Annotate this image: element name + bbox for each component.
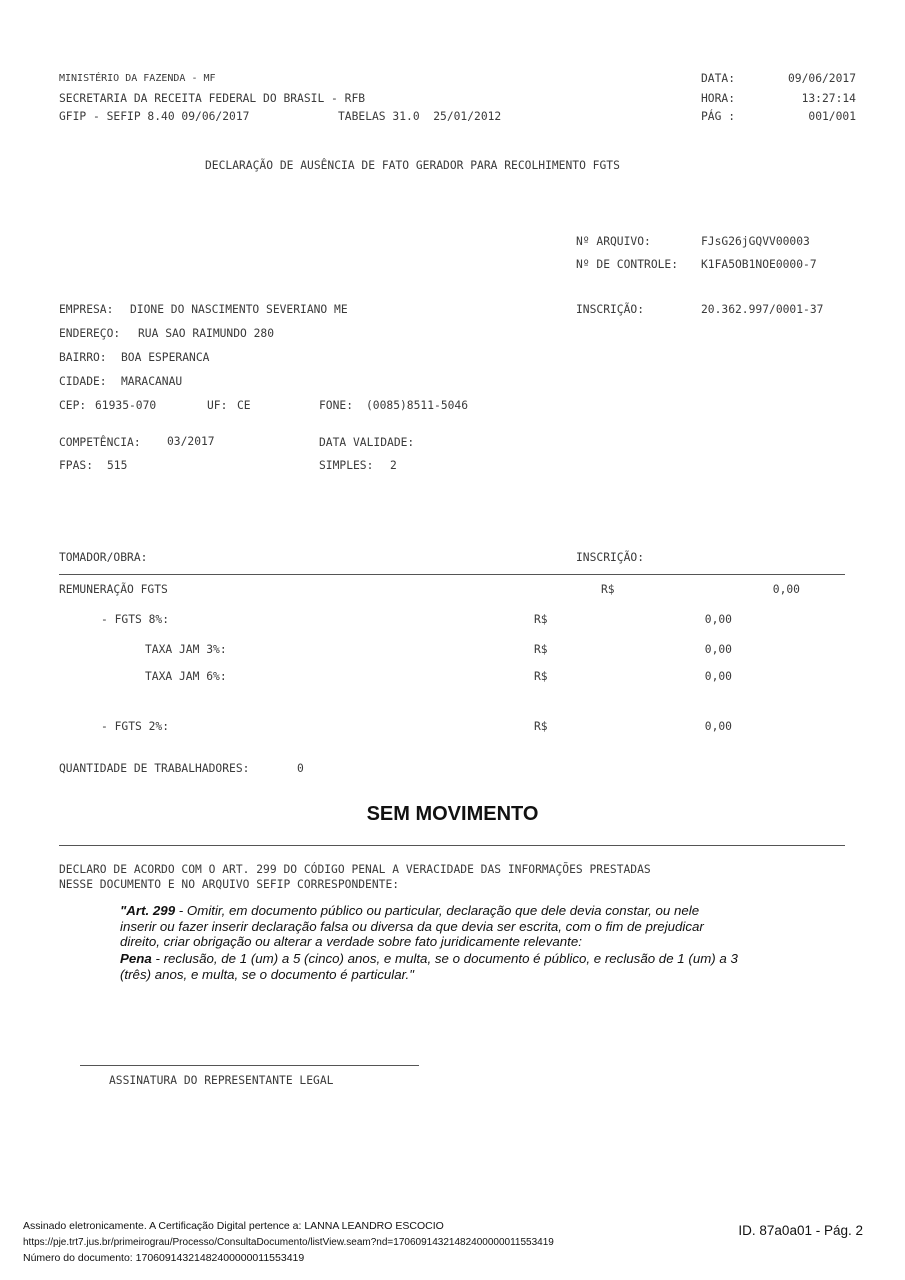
- jam3-value: 0,00: [704, 643, 732, 656]
- fgts2-label: - FGTS 2%:: [101, 720, 170, 733]
- signature-label: ASSINATURA DO REPRESENTANTE LEGAL: [109, 1074, 334, 1087]
- pena-line-1: [120, 951, 738, 967]
- divider-line: [59, 574, 845, 575]
- footer-signed-by: Assinado eletronicamente. A Certificação Digital pertence a: LANNA LEANDRO ESCOCIO: [23, 1220, 444, 1232]
- workers-value: 0: [297, 762, 304, 775]
- time-label: HORA:: [701, 92, 736, 105]
- fgts8-label: - FGTS 8%:: [101, 613, 170, 626]
- footer-document-url[interactable]: https://pje.trt7.jus.br/primeirograu/Processo/ConsultaDocumento/listView.seam?nd=17060914321482400000011553419: [23, 1237, 554, 1248]
- cep-label: CEP:: [59, 399, 87, 412]
- controle-value: K1FA5OB1NOE0000-7: [701, 258, 817, 271]
- simples-label: SIMPLES:: [319, 459, 374, 472]
- jam6-label: TAXA JAM 6%:: [145, 670, 227, 683]
- bairro-value: BOA ESPERANCA: [121, 351, 210, 364]
- bairro-label: BAIRRO:: [59, 351, 107, 364]
- page-value: 001/001: [808, 110, 856, 123]
- workers-label: QUANTIDADE DE TRABALHADORES:: [59, 762, 250, 775]
- art-299-label: "Art. 299: [120, 903, 176, 918]
- page-label: PÁG :: [701, 110, 736, 123]
- fpas-label: FPAS:: [59, 459, 94, 472]
- fgts8-currency: R$: [534, 613, 548, 626]
- tomador-inscricao-label: INSCRIÇÃO:: [576, 551, 645, 564]
- tomador-label: TOMADOR/OBRA:: [59, 551, 148, 564]
- jam3-label: TAXA JAM 3%:: [145, 643, 227, 656]
- declaration-line-2: NESSE DOCUMENTO E NO ARQUIVO SEFIP CORRESPONDENTE:: [59, 878, 400, 891]
- fpas-value: 515: [107, 459, 128, 472]
- endereco-label: ENDEREÇO:: [59, 327, 121, 340]
- pena-line-2: (três) anos, e multa, se o documento é particular.": [120, 967, 414, 982]
- status-divider: [59, 845, 845, 846]
- time-value: 13:27:14: [801, 92, 856, 105]
- remuneracao-label: REMUNERAÇÃO FGTS: [59, 583, 168, 596]
- validade-label: DATA VALIDADE:: [319, 436, 415, 449]
- remuneracao-currency: R$: [601, 583, 615, 596]
- cidade-label: CIDADE:: [59, 375, 107, 388]
- controle-label: Nº DE CONTROLE:: [576, 258, 679, 271]
- secretariat-line: SECRETARIA DA RECEITA FEDERAL DO BRASIL - RFB: [59, 92, 366, 105]
- cep-value: 61935-070: [95, 399, 157, 412]
- art-299-text: - Omitir, em documento público ou particular, declaração que dele devia constar, ou nele: [175, 903, 700, 918]
- art-299-line-1: [120, 903, 699, 919]
- simples-value: 2: [390, 459, 397, 472]
- status-heading: SEM MOVIMENTO: [366, 803, 539, 825]
- arquivo-value: FJsG26jGQVV00003: [701, 235, 810, 248]
- empresa-label: EMPRESA:: [59, 303, 114, 316]
- arquivo-label: Nº ARQUIVO:: [576, 235, 651, 248]
- fgts8-value: 0,00: [704, 613, 732, 626]
- tables-version: TABELAS 31.0 25/01/2012: [338, 110, 502, 123]
- ministry-line: MINISTÉRIO DA FAZENDA - MF: [59, 73, 216, 84]
- inscricao-label: INSCRIÇÃO:: [576, 303, 645, 316]
- uf-label: UF:: [207, 399, 228, 412]
- jam3-currency: R$: [534, 643, 548, 656]
- date-value: 09/06/2017: [787, 72, 856, 85]
- fone-value: (0085)8511-5046: [366, 399, 469, 412]
- art-299-line-3: direito, criar obrigação ou alterar a verdade sobre fato juridicamente relevante:: [120, 934, 582, 949]
- pena-label: Pena: [120, 951, 152, 966]
- remuneracao-value: 0,00: [772, 583, 800, 596]
- declaration-line-1: DECLARO DE ACORDO COM O ART. 299 DO CÓDIGO PENAL A VERACIDADE DAS INFORMAÇÕES PRESTADAS: [59, 863, 651, 876]
- jam6-value: 0,00: [704, 670, 732, 683]
- endereco-value: RUA SAO RAIMUNDO 280: [138, 327, 275, 340]
- footer-page-id: ID. 87a0a01 - Pág. 2: [738, 1223, 863, 1238]
- uf-value: CE: [237, 399, 251, 412]
- competencia-label: COMPETÊNCIA:: [59, 436, 141, 449]
- program-version: GFIP - SEFIP 8.40 09/06/2017: [59, 110, 250, 123]
- signature-line: [80, 1065, 419, 1066]
- empresa-value: DIONE DO NASCIMENTO SEVERIANO ME: [130, 303, 348, 316]
- footer-document-number: Número do documento: 17060914321482400000011553419: [23, 1252, 305, 1264]
- fgts2-value: 0,00: [704, 720, 732, 733]
- fgts2-currency: R$: [534, 720, 548, 733]
- document-title: DECLARAÇÃO DE AUSÊNCIA DE FATO GERADOR PARA RECOLHIMENTO FGTS: [205, 159, 620, 172]
- fone-label: FONE:: [319, 399, 354, 412]
- pena-text: - reclusão, de 1 (um) a 5 (cinco) anos, e multa, se o documento é público, e reclusão de 1 (um) a 3: [151, 951, 738, 966]
- art-299-line-2: inserir ou fazer inserir declaração falsa ou diversa da que devia ser escrita, com o fim de prejudicar: [120, 919, 704, 934]
- competencia-value: 03/2017: [167, 435, 215, 448]
- inscricao-value: 20.362.997/0001-37: [701, 303, 824, 316]
- jam6-currency: R$: [534, 670, 548, 683]
- cidade-value: MARACANAU: [121, 375, 183, 388]
- date-label: DATA:: [701, 72, 736, 85]
